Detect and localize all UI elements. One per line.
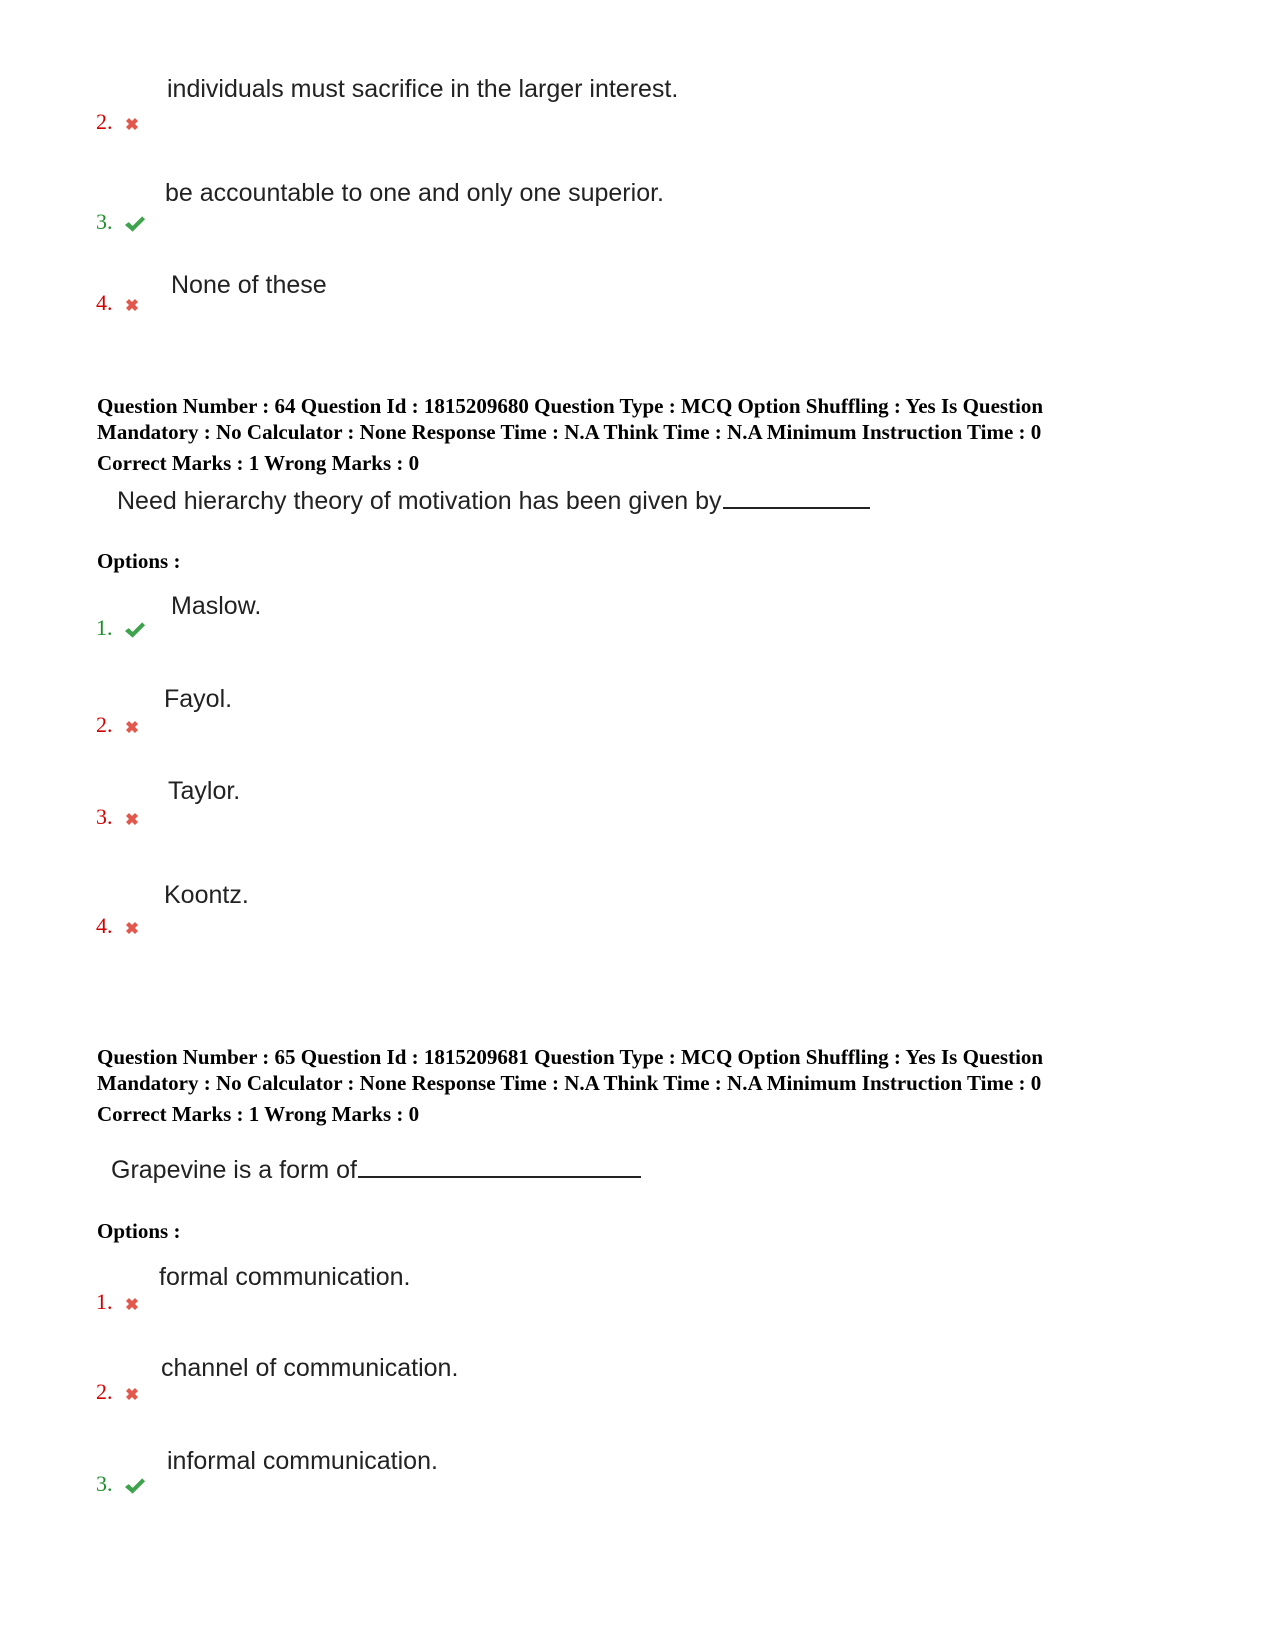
question-meta-line: Question Number : 65 Question Id : 1815209681 Question Type : MCQ Option Shuffling : Yes Is Question <box>97 1045 1044 1069</box>
question-meta <box>97 1044 1197 1127</box>
option-number: 3. <box>96 1471 113 1496</box>
answer-blank <box>358 1154 641 1178</box>
question-text <box>117 485 870 516</box>
question-meta <box>97 393 1197 476</box>
option-text: channel of communication. <box>161 1354 459 1382</box>
option-text: formal communication. <box>159 1263 411 1291</box>
question-meta-line: Question Number : 64 Question Id : 1815209680 Question Type : MCQ Option Shuffling : Yes Is Question <box>97 394 1044 418</box>
option-text: Fayol. <box>164 685 233 713</box>
option-marker <box>96 110 140 134</box>
option-number: 3. <box>96 804 113 829</box>
option-number: 4. <box>96 913 113 938</box>
answer-blank <box>723 485 870 509</box>
question-text <box>111 1154 641 1185</box>
cross-icon <box>124 719 140 735</box>
cross-icon <box>124 116 140 132</box>
option-marker <box>96 1290 140 1314</box>
option-text: Taylor. <box>168 777 241 805</box>
options-label: Options : <box>97 549 181 573</box>
option-text: be accountable to one and only one superior. <box>165 179 664 207</box>
option-number: 2. <box>96 1379 113 1404</box>
option-number: 1. <box>96 1289 113 1314</box>
option-marker <box>96 805 140 829</box>
options-label: Options : <box>97 1219 181 1243</box>
option-marker <box>96 713 140 737</box>
option-text: Koontz. <box>164 881 249 909</box>
cross-icon <box>124 1386 140 1402</box>
question-text-body: Need hierarchy theory of motivation has been given by <box>117 487 722 515</box>
cross-icon <box>124 920 140 936</box>
question-meta-line: Mandatory : No Calculator : None Response Time : N.A Think Time : N.A Minimum Instruction Time : 0 <box>97 420 1042 444</box>
option-marker <box>96 1380 140 1404</box>
option-text: None of these <box>171 271 327 299</box>
question-marks: Correct Marks : 1 Wrong Marks : 0 <box>97 451 420 475</box>
option-number: 3. <box>96 209 113 234</box>
question-marks: Correct Marks : 1 Wrong Marks : 0 <box>97 1102 420 1126</box>
question-meta-line: Mandatory : No Calculator : None Response Time : N.A Think Time : N.A Minimum Instruction Time : 0 <box>97 1071 1042 1095</box>
check-icon <box>124 215 146 233</box>
check-icon <box>124 1477 146 1495</box>
option-marker <box>96 210 146 234</box>
option-marker <box>96 616 146 640</box>
cross-icon <box>124 811 140 827</box>
option-number: 4. <box>96 290 113 315</box>
option-text: Maslow. <box>171 592 262 620</box>
question-text-body: Grapevine is a form of <box>111 1156 357 1184</box>
option-number: 1. <box>96 615 113 640</box>
option-number: 2. <box>96 712 113 737</box>
check-icon <box>124 621 146 639</box>
cross-icon <box>124 1296 140 1312</box>
option-number: 2. <box>96 109 113 134</box>
option-marker <box>96 291 140 315</box>
option-marker <box>96 1472 146 1496</box>
option-text: individuals must sacrifice in the larger interest. <box>167 75 679 103</box>
option-text: informal communication. <box>167 1447 438 1475</box>
option-marker <box>96 914 140 938</box>
cross-icon <box>124 297 140 313</box>
